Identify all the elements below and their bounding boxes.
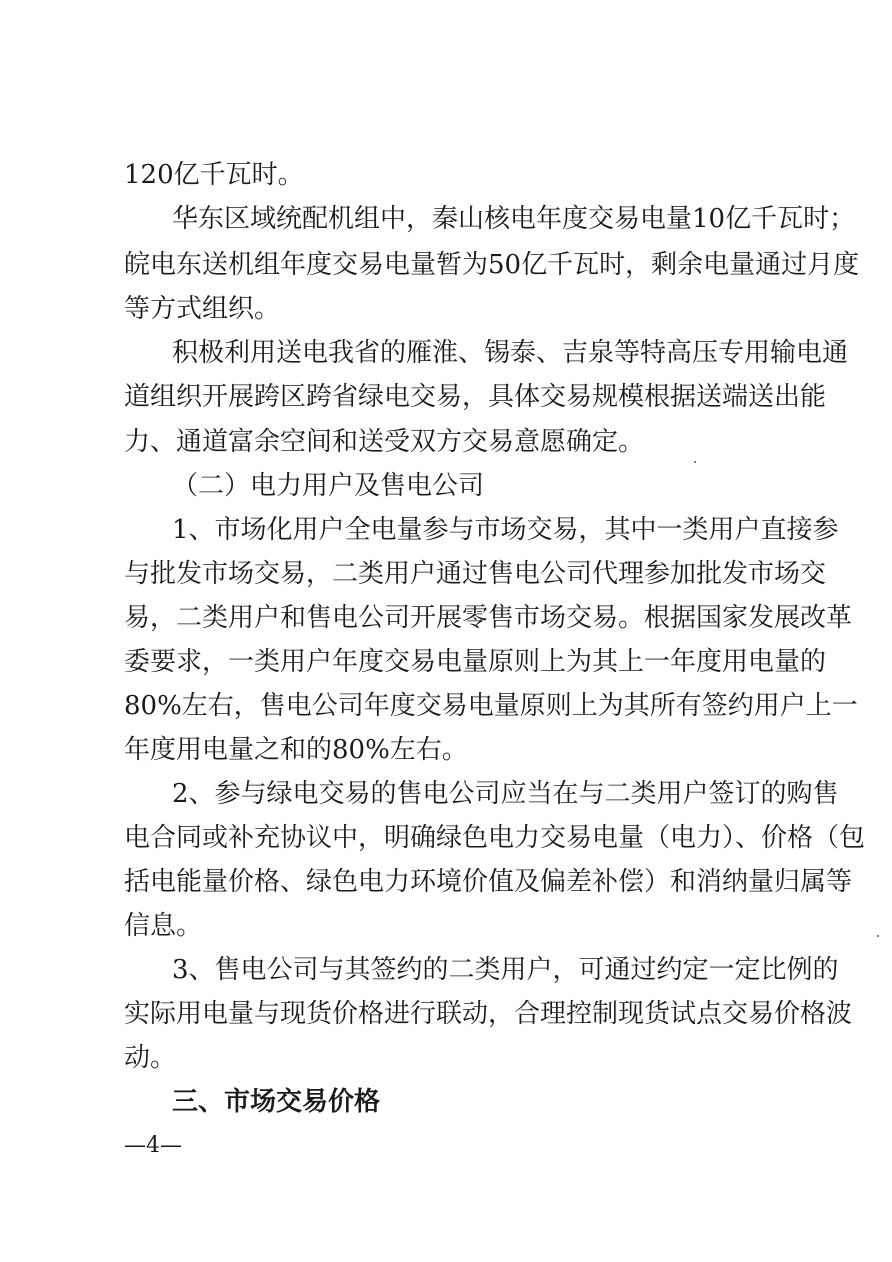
body-line: 易，二类用户和售电公司开展零售市场交易。根据国家发展改革 [124,603,853,633]
body-line: 3、售电公司与其签约的二类用户，可通过约定一定比例的 [172,955,839,985]
page-number: —4— [124,1133,182,1158]
body-line: 与批发市场交易，二类用户通过售电公司代理参加批发市场交 [124,559,827,589]
body-line: 等方式组织。 [124,294,281,324]
body-line: 力、通道富余空间和送受双方交易意愿确定。 [124,427,645,457]
section-heading: 三、市场交易价格 [172,1087,381,1117]
scan-dot [877,935,879,937]
body-line: 1、市场化用户全电量参与市场交易，其中一类用户直接参 [172,515,839,545]
body-line: 信息。 [124,911,203,941]
body-line: 道组织开展跨区跨省绿电交易，具体交易规模根据送端送出能 [124,382,827,412]
body-line: 积极利用送电我省的雁淮、锡泰、吉泉等特高压专用输电通 [172,338,849,368]
body-line: 120亿千瓦时。 [124,160,304,190]
scan-dot [694,461,696,463]
body-line: 华东区域统配机组中，秦山核电年度交易电量10亿千瓦时； [172,204,856,234]
body-line: 皖电东送机组年度交易电量暂为50亿千瓦时，剩余电量通过月度 [124,250,860,280]
body-line: 电合同或补充协议中，明确绿色电力交易电量（电力）、价格（包 [124,823,866,853]
body-line: 实际用电量与现货价格进行联动，合理控制现货试点交易价格波 [124,999,853,1029]
body-line: 年度用电量之和的80%左右。 [124,735,468,765]
section-subheading: （二）电力用户及售电公司 [172,471,485,501]
body-line: 2、参与绿电交易的售电公司应当在与二类用户签订的购售 [172,779,839,809]
body-line: 括电能量价格、绿色电力环境价值及偏差补偿）和消纳量归属等 [124,867,853,897]
body-line: 80%左右，售电公司年度交易电量原则上为其所有签约用户上一 [124,691,858,721]
body-line: 委要求，一类用户年度交易电量原则上为其上一年度用电量的 [124,647,827,677]
body-line: 动。 [124,1043,177,1073]
